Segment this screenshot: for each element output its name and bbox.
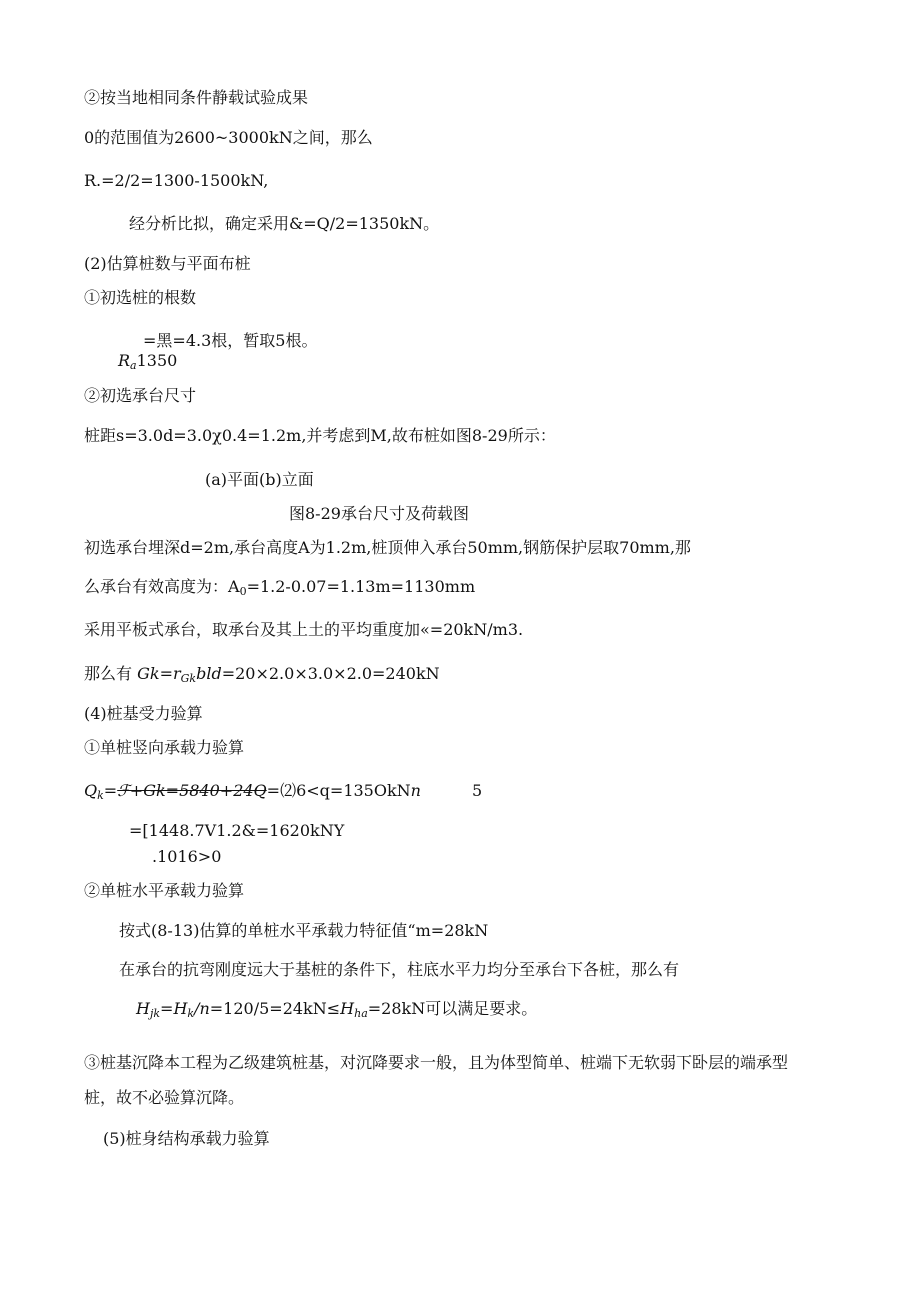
figure-subcaption: (a)平面(b)立面 bbox=[205, 470, 314, 489]
formula-subscript: a bbox=[130, 359, 137, 372]
text-line: ①初选桩的根数 bbox=[84, 288, 197, 307]
formula-var: n bbox=[410, 781, 421, 800]
formula-line: .1016>0 bbox=[152, 847, 222, 866]
formula-subscript: 0 bbox=[239, 585, 247, 598]
formula-value: =28kN可以满足要求。 bbox=[367, 999, 538, 1018]
text-line: ②初选承台尺寸 bbox=[84, 386, 197, 405]
formula-subscript: ha bbox=[354, 1007, 368, 1020]
formula-var: Gk=r bbox=[137, 664, 181, 683]
formula-line bbox=[84, 781, 421, 801]
text-line: ②单桩水平承载力验算 bbox=[84, 881, 245, 900]
formula-line bbox=[84, 664, 440, 684]
text-line: R.=2/2=1300-1500kN, bbox=[84, 171, 269, 190]
text-line: 桩距s=3.0d=3.0χ0.4=1.2m,并考虑到M,故布桩如图8-29所示： bbox=[84, 426, 556, 445]
formula-subscript: Gk bbox=[180, 672, 197, 685]
formula-var: Q bbox=[84, 781, 98, 800]
text-line: 0的范围值为2600~3000kN之间，那么 bbox=[84, 128, 373, 147]
formula-var: /n bbox=[194, 999, 210, 1018]
text-line: 经分析比拟，确定采用&=Q/2=1350kN。 bbox=[129, 214, 440, 233]
formula-var: =H bbox=[160, 999, 188, 1018]
section-heading: (4)桩基受力验算 bbox=[84, 704, 203, 723]
text-line: ②按当地相同条件静载试验成果 bbox=[84, 88, 309, 107]
text-line: 初选承台埋深d=2m,承台高度A为1.2m,桩顶伸入承台50mm,钢筋保护层取70mm,那 bbox=[84, 538, 691, 557]
formula-line: =黑=4.3根，暂取5根。 bbox=[143, 331, 318, 350]
text-line: 在承台的抗弯刚度远大于基桩的条件下，柱底水平力均分至承台下各桩，那么有 bbox=[119, 960, 680, 979]
formula-subscript: jk bbox=[149, 1007, 161, 1020]
formula-subscript: k bbox=[97, 789, 104, 802]
text-fragment: 么承台有效高度为：A bbox=[84, 577, 240, 596]
text-line: ③桩基沉降本工程为乙级建筑桩基，对沉降要求一般，且为体型简单、桩端下无软弱下卧层的端承型 bbox=[84, 1053, 789, 1072]
text-line: ①单桩竖向承载力验算 bbox=[84, 738, 245, 757]
text-fragment: 那么有 bbox=[84, 664, 133, 683]
formula-var: H bbox=[340, 999, 355, 1018]
section-heading: (2)估算桩数与平面布桩 bbox=[84, 254, 251, 273]
formula-value: 1350 bbox=[136, 351, 178, 370]
text-line bbox=[84, 577, 475, 597]
formula-subscript: k bbox=[187, 1007, 195, 1020]
formula-rest: =⑵6<q=135OkN bbox=[266, 781, 411, 800]
text-line: 桩，故不必验算沉降。 bbox=[84, 1088, 245, 1107]
formula-var: bld bbox=[196, 664, 222, 683]
formula-value: =120/5=24kN≤ bbox=[209, 999, 341, 1018]
formula-denominator: 5 bbox=[472, 781, 483, 800]
formula-line bbox=[136, 999, 537, 1019]
formula-fragment bbox=[118, 351, 177, 371]
text-line: 采用平板式承台，取承台及其上土的平均重度加«=20kN∕m3. bbox=[84, 620, 524, 639]
formula-var: R bbox=[118, 351, 131, 370]
formula-line: =[1448.7V1.2&=1620kNY bbox=[129, 821, 345, 840]
formula-struck: ℱ+Gk=5840+24Q bbox=[117, 781, 267, 800]
text-fragment: =1.2-0.07=1.13m=1130mm bbox=[246, 577, 476, 596]
section-heading: (5)桩身结构承载力验算 bbox=[103, 1129, 270, 1148]
formula-var: H bbox=[136, 999, 150, 1018]
formula-value: =20×2.0×3.0×2.0=240kN bbox=[221, 664, 440, 683]
figure-caption: 图8-29承台尺寸及荷载图 bbox=[289, 504, 469, 523]
text-line: 按式(8-13)估算的单桩水平承载力特征值“m=28kN bbox=[119, 921, 489, 940]
formula-eq: = bbox=[103, 781, 118, 800]
